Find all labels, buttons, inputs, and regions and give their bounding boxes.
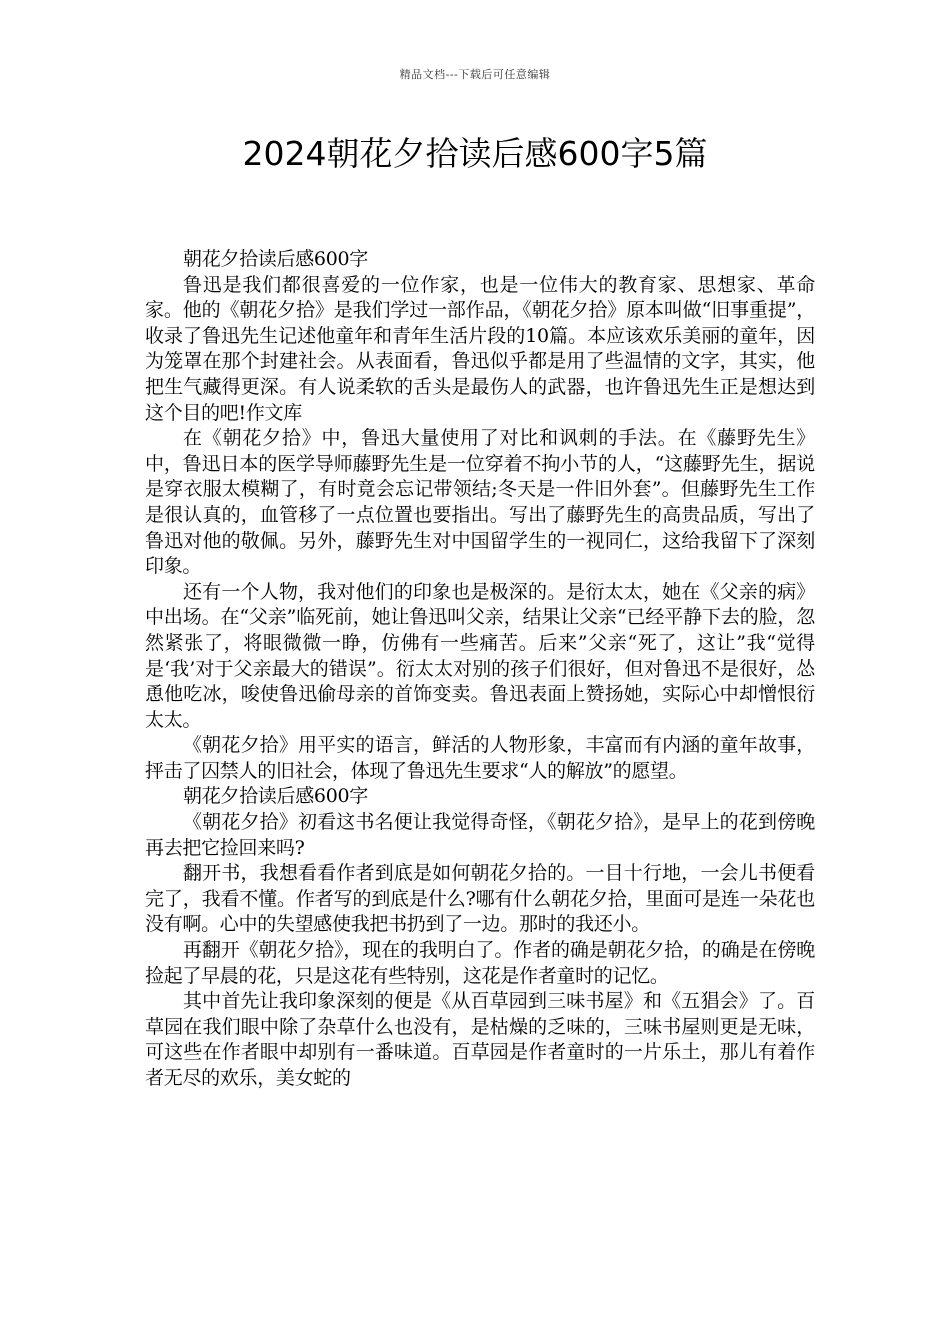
paragraph: 其中首先让我印象深刻的便是《从百草园到三味书屋》和《五猖会》了。百草园在我们眼中除了杂草什么也没有，是枯燥的乏味的，三味书屋则更是无味，可这些在作者眼中却别有一番味道。百草园是作者童时的一片乐土，那儿有着作者无尽的欢乐，美女蛇的: [145, 990, 815, 1089]
paragraph: 再翻开《朝花夕拾》，现在的我明白了。作者的确是朝花夕拾，的确是在傍晚捡起了早晨的花，只是这花有些特别，这花是作者童时的记忆。: [145, 939, 815, 987]
paragraph: 鲁迅是我们都很喜爱的一位作家，也是一位伟大的教育家、思想家、革命家。他的《朝花夕拾》是我们学过一部作品，《朝花夕拾》原本叫做“旧事重提”，收录了鲁迅先生记述他童年和青年生活片段的10篇。本应该欢乐美丽的童年，因为笼罩在那个封建社会。从表面看，鲁迅似乎都是用了些温情的文字，其实，他把生气藏得更深。有人说柔软的舌头是最伤人的武器，也许鲁迅先生正是想达到这个目的吧!作文库: [145, 273, 815, 424]
section-heading: 朝花夕拾读后感600字: [183, 785, 368, 808]
paragraph: 《朝花夕拾》初看这书名便让我觉得奇怪，《朝花夕拾》，是早上的花到傍晚再去把它捡回来吗?: [145, 811, 815, 859]
section-heading: 朝花夕拾读后感600字: [183, 248, 368, 270]
document-title: 2024朝花夕拾读后感600字5篇: [242, 134, 708, 173]
document-body: [145, 247, 815, 1092]
paragraph: 还有一个人物，我对他们的印象也是极深的。是衍太太，她在《父亲的病》中出场。在“父亲”临死前，她让鲁迅叫父亲，结果让父亲“已经平静下去的脸，忽然紧张了，将眼微微一睁，仿佛有一些痛苦。后来”父亲“死了，这让”我“觉得是‘我’对于父亲最大的错误”。衍太太对别的孩子们很好，但对鲁迅不是很好，怂恿他吃冰，唆使鲁迅偷母亲的首饰变卖。鲁迅表面上赞扬她，实际心中却憎恨衍太太。: [145, 580, 815, 731]
header-note: 精品文档---下载后可任意编辑: [399, 68, 551, 81]
paragraph: 《朝花夕拾》用平实的语言，鲜活的人物形象，丰富而有内涵的童年故事，抨击了囚禁人的旧社会，体现了鲁迅先生要求“人的解放”的愿望。: [145, 734, 815, 782]
paragraph: 翻开书，我想看看作者到底是如何朝花夕拾的。一目十行地，一会儿书便看完了，我看不懂。作者写的到底是什么?哪有什么朝花夕拾，里面可是连一朵花也没有啊。心中的失望感使我把书扔到了一边。那时的我还小。: [145, 862, 815, 936]
paragraph: 在《朝花夕拾》中，鲁迅大量使用了对比和讽刺的手法。在《藤野先生》中，鲁迅日本的医学导师藤野先生是一位穿着不拘小节的人，“这藤野先生，据说是穿衣服太模糊了，有时竟会忘记带领结;冬天是一件旧外套”。但藤野先生工作是很认真的，血管移了一点位置也要指出。写出了藤野先生的高贵品质，写出了鲁迅对他的敬佩。另外，藤野先生对中国留学生的一视同仁，这给我留下了深刻印象。: [145, 427, 815, 578]
